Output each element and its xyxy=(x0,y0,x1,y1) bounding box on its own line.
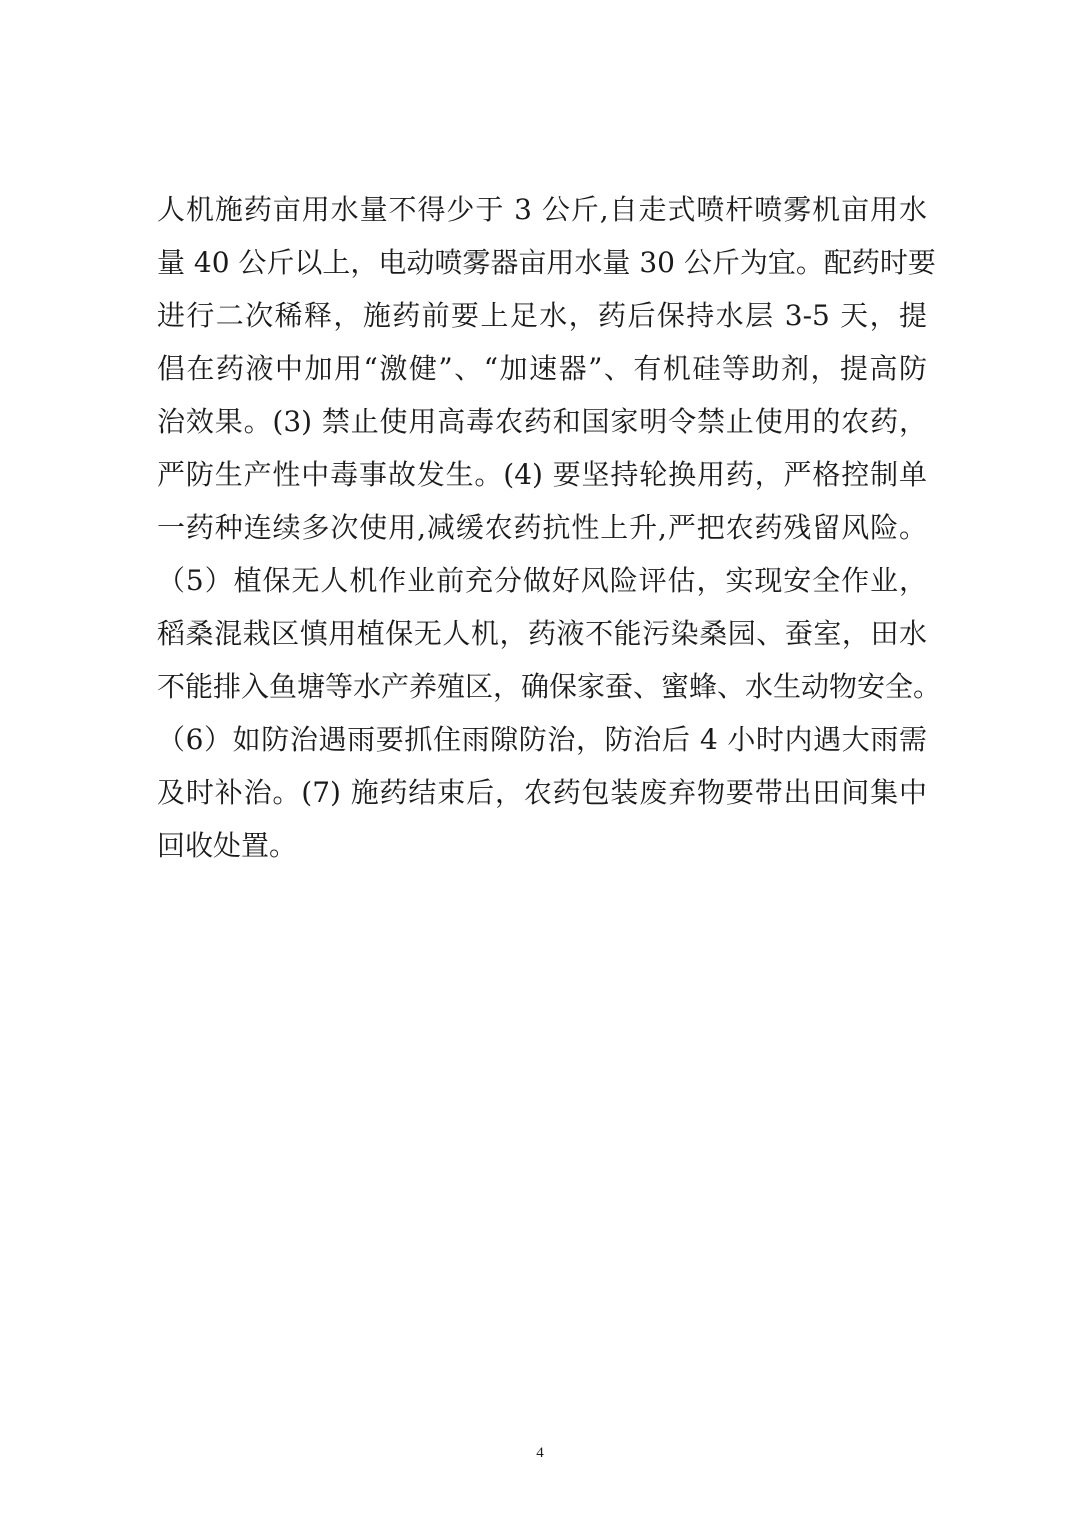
text-line: 不能排入鱼塘等水产养殖区，确保家蚕、蜜蜂、水生动物安全。 xyxy=(157,670,942,703)
text-line: 回收处置。 xyxy=(157,829,298,862)
text-line: 人机施药亩用水量不得少于 3 公斤,自走式喷杆喷雾机亩用水 xyxy=(157,193,927,226)
page-number: 4 xyxy=(536,1445,544,1461)
text-line: 一药种连续多次使用,减缓农药抗性上升,严把农药残留风险。 xyxy=(157,511,927,544)
text-line: 治效果。(3) 禁止使用高毒农药和国家明令禁止使用的农药， xyxy=(157,405,927,438)
text-line: 倡在药液中加用“激健”、“加速器”、有机硅等助剂，提高防 xyxy=(157,352,927,385)
text-line: 进行二次稀释，施药前要上足水，药后保持水层 3-5 天，提 xyxy=(157,299,927,332)
text-line: 稻桑混栽区慎用植保无人机，药液不能污染桑园、蚕室，田水 xyxy=(157,617,927,650)
text-line: （5）植保无人机作业前充分做好风险评估，实现安全作业， xyxy=(157,564,927,597)
text-line: 严防生产性中毒事故发生。(4) 要坚持轮换用药，严格控制单 xyxy=(157,458,927,491)
text-line: 及时补治。(7) 施药结束后，农药包装废弃物要带出田间集中 xyxy=(157,776,927,809)
text-line: 量 40 公斤以上，电动喷雾器亩用水量 30 公斤为宜。配药时要 xyxy=(157,246,936,279)
text-line: （6）如防治遇雨要抓住雨隙防治，防治后 4 小时内遇大雨需 xyxy=(157,723,927,756)
